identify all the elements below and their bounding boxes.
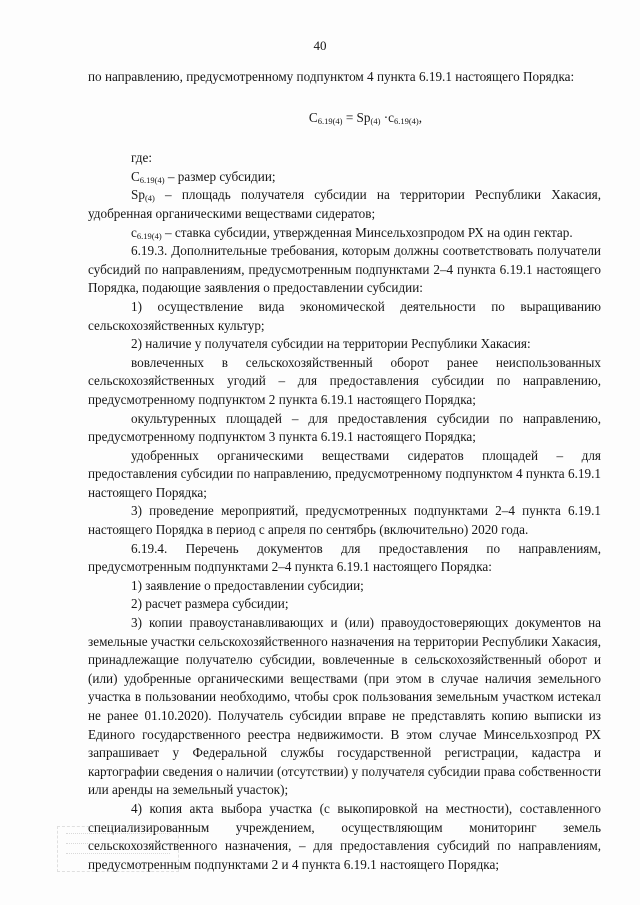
paragraph: 4) копия акта выбора участка (с выкопировкой на местности), составленного специализированным учреждением, осуществляющим мониторинг земель сельскохозяйственного назначения, – для предоставления субсидий по направлениям, предусмотренным подпунктами 2 и 4 пункта 6.19.1 настоящего Порядка;	[88, 800, 601, 872]
page-number: 40	[313, 38, 327, 53]
paragraph: окультуренных площадей – для предоставления субсидии по направлению, предусмотренному подпунктом 3 пункта 6.19.1 настоящего Порядка;	[88, 410, 601, 445]
formula: $С_{6.19(4)} = Sp_{(4)} \cdot с_{6.19(4)}$,	[308, 109, 423, 126]
paragraph: 1) заявление о предоставлении субсидии;	[131, 577, 364, 593]
paragraph: 1) осуществление вида экономической деятельности по выращиванию сельскохозяйственных культур;	[88, 298, 601, 333]
definition-paragraph: $Sp_{(4)}$ – площадь получателя субсидии на территории Республики Хакасия, удобренная органическими веществами сидератов;	[88, 187, 601, 221]
paragraph: вовлеченных в сельскохозяйственный оборот ранее неиспользованных сельскохозяйственных угодий – для предоставления субсидии по направлению, предусмотренному подпунктом 2 пункта 6.19.1 настоящего Порядка;	[88, 354, 601, 407]
paragraph: 2) наличие у получателя субсидии на территории Республики Хакасия:	[131, 336, 531, 352]
paragraph: удобренных органическими веществами сидератов площадей – для предоставления субсидии по направлению, предусмотренному подпунктом 4 пункта 6.19.1 настоящего Порядка;	[88, 447, 601, 500]
faded-stamp	[57, 826, 179, 872]
definition-paragraph: $с_{6.19(4)}$ – ставка субсидии, утвержденная Минсельхозпродом РХ на один гектар.	[131, 224, 573, 241]
paragraph: 6.19.3. Дополнительные требования, которым должны соответствовать получатели субсидий по направлениям, предусмотренным подпунктами 2–4 пункта 6.19.1 настоящего Порядка, подающие заявления о предоставлении субсидии:	[88, 243, 601, 296]
definition-paragraph: $С_{6.19(4)}$ – размер субсидии;	[131, 168, 276, 185]
paragraph: 2) расчет размера субсидии;	[131, 596, 289, 612]
document-body	[88, 68, 601, 874]
paragraph: где:	[131, 150, 152, 166]
paragraph: 3) проведение мероприятий, предусмотренных подпунктами 2–4 пункта 6.19.1 настоящего Порядка в период с апреля по сентябрь (включительно) 2020 года.	[88, 503, 601, 538]
paragraph: 6.19.4. Перечень документов для предоставления по направлениям, предусмотренным подпунктами 2–4 пункта 6.19.1 настоящего Порядка:	[88, 540, 601, 575]
paragraph: 3) копии правоустанавливающих и (или) правоудостоверяющих документов на земельные участки сельскохозяйственного назначения на территории Республики Хакасия, принадлежащие получателю субсидии, вовлеченные в сельскохозяйственный оборот и (или) удобренные органическими веществами (при этом в случае наличия земельного участка в пользовании необходимо, чтобы срок пользования земельным участком истекал не ранее 01.10.2020). Получатель субсидии вправе не представлять копию выписки из Единого государственного реестра недвижимости. В этом случае Минсельхозпрод РХ запрашивает у Федеральной службы государственной регистрации, кадастра и картографии сведения о наличии (отсутствии) у получателя субсидии права собственности или аренды на земельный участок);	[88, 615, 601, 798]
paragraph: по направлению, предусмотренному подпунктом 4 пункта 6.19.1 настоящего Порядка:	[88, 69, 575, 84]
